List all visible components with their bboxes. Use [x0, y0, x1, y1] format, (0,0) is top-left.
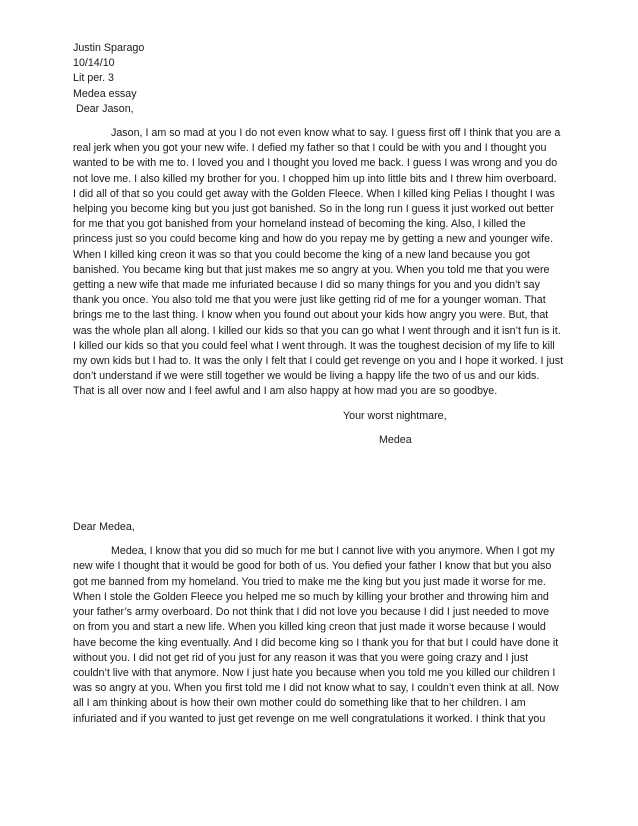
- paragraph-line: on from you and start a new life. When you killed king creon that just made it worse because I would: [73, 621, 546, 634]
- paragraph-line: Jason, I am so mad at you I do not even know what to say. I guess first off I think that you are a: [111, 127, 561, 140]
- paragraph-line: helping you become king but you just got banished. So in the long run I guess it just worked out better: [73, 203, 554, 216]
- paragraph-line: have become the king eventually. And I did become king so I thank you for that but I could have done it: [73, 636, 559, 649]
- paragraph-line: getting a new wife that made me infuriated because I did so many things for you and you didn’t say: [73, 279, 540, 292]
- paragraph-line: infuriated and if you wanted to just get revenge on me well congratulations it worked. I think that you: [73, 712, 546, 725]
- letter2-salutation: Dear Medea,: [73, 521, 135, 534]
- paragraph-line: That is all over now and I feel awful and I am also happy at how mad you are so goodbye.: [73, 385, 498, 398]
- paragraph-line: real jerk when you got your new wife. I defied my father so that I could be with you and I thought you: [73, 142, 547, 155]
- letter1-closing: Your worst nightmare,: [343, 409, 447, 422]
- letter1-signature: Medea: [379, 433, 412, 446]
- paragraph-line: wanted to be with me to. I loved you and I thought you loved me back. I guess I was wrong and you do: [73, 157, 558, 170]
- paragraph-line: without you. I did not get rid of you just for any reason it was that you were going crazy and I just: [73, 651, 529, 664]
- spacer: [73, 117, 568, 126]
- paragraph-line: I did all of that so you could get away with the Golden Fleece. When I killed king Pelias I thought I was: [73, 187, 555, 200]
- paragraph-line: I killed our kids so that you could feel what I went through. It was the toughest decision of my life to kill: [73, 339, 555, 352]
- paragraph-line: don’t understand if we were still together we would be living a happy life the two of us and our kids.: [73, 370, 540, 383]
- paragraph-line: brings me to the last thing. I know when you found out about your kids how angry you were. But, that: [73, 309, 549, 322]
- paragraph-line: banished. You became king but that just makes me so angry at you. When you told me that you were: [73, 263, 550, 276]
- spacer: [73, 424, 568, 433]
- paragraph-line: your father’s army overboard. Do not think that I did not love you because I did I just needed to move: [73, 606, 550, 619]
- spacer: [73, 400, 568, 409]
- essay-title: Medea essay: [73, 87, 137, 100]
- letter1-body: [73, 126, 568, 400]
- document-body: [73, 41, 568, 727]
- paragraph-line: couldn’t live with that anymore. Now I just hate you because when you told me you killed our children I: [73, 666, 556, 679]
- paragraph-line: new wife I thought that it would be good for both of us. You defied your father I know that but you also: [73, 560, 552, 573]
- letter2-body: [73, 544, 568, 726]
- author-name: Justin Sparago: [73, 42, 145, 54]
- class-period: Lit per. 3: [73, 72, 114, 85]
- paragraph-line: princess just so you could become king and how do you repay me by getting a new and younger wife.: [73, 233, 554, 246]
- essay-date: 10/14/10: [73, 57, 115, 70]
- paragraph-line: When I stole the Golden Fleece you helped me so much by killing your brother and throwing him and: [73, 590, 549, 603]
- paragraph-line: was the whole plan all along. I killed our kids so that you can go what I went through and it isn’t fun is it.: [73, 324, 561, 337]
- paragraph-line: all I am thinking about is how their own mother could do something like that to her children. I am: [73, 697, 526, 710]
- paragraph-line: got me banned from my homeland. You tried to make me the king but you just made it worse for me.: [73, 575, 546, 588]
- paragraph-line: not love me. I also killed my brother for you. I chopped him up into little bits and I threw him overboard.: [73, 172, 557, 185]
- spacer: [73, 448, 568, 520]
- paragraph-line: was so angry at you. When you first told me I did not know what to say, I couldn’t even think at all. Now: [73, 682, 559, 695]
- paragraph-line: Medea, I know that you did so much for me but I cannot live with you anymore. When I got my: [111, 545, 555, 558]
- paragraph-line: my own kids but I had to. It was the only I felt that I could get revenge on you and I hope it worked. I just: [73, 355, 564, 368]
- paragraph-line: When I killed king creon it was so that you could become the king of a new land because you got: [73, 248, 530, 261]
- paragraph-line: for me that you got banished from your homeland instead of becoming the king. Also, I killed the: [73, 218, 526, 231]
- paragraph-line: thank you once. You also told me that you were just like getting rid of me for a younger woman. That: [73, 294, 546, 307]
- spacer: [73, 535, 568, 544]
- letter1-salutation: Dear Jason,: [76, 102, 134, 115]
